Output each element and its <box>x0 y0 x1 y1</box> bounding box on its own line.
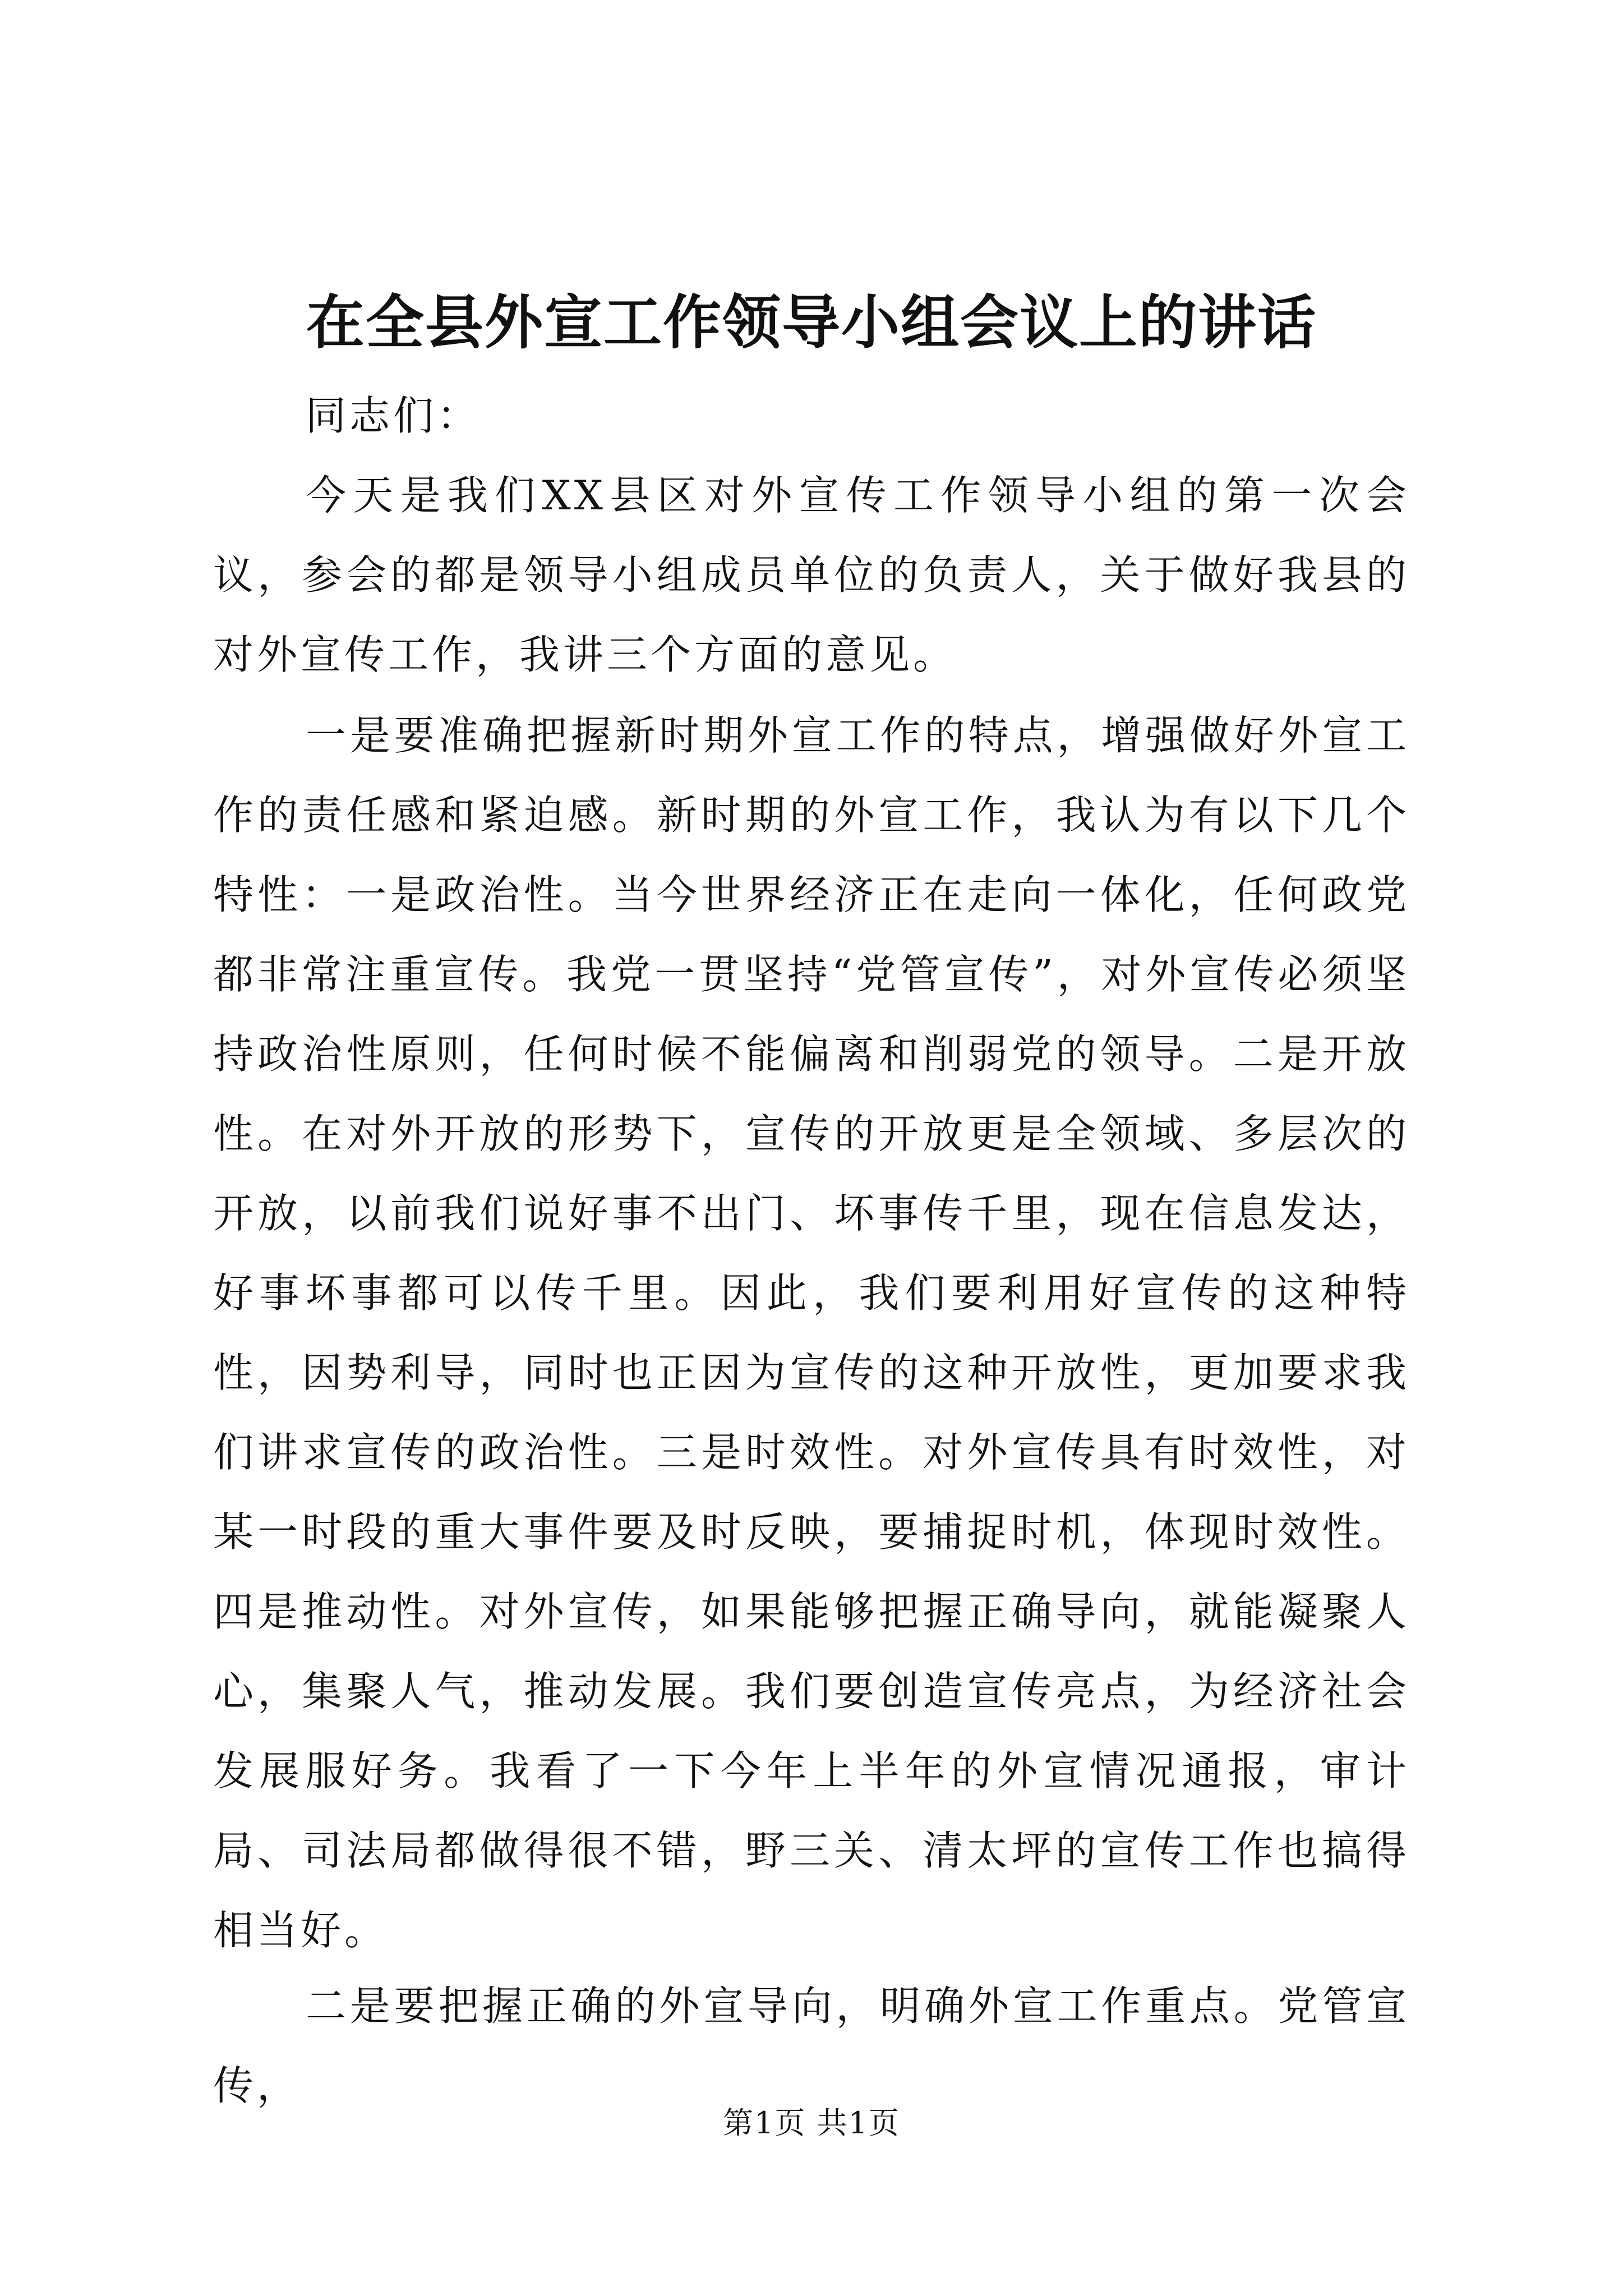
paragraph-3: 二是要把握正确的外宣导向，明确外宣工作重点。党管宣传， <box>213 1982 1410 2109</box>
paragraph-2: 一是要准确把握新时期外宣工作的特点，增强做好外宣工作的责任感和紧迫感。新时期的外宣工作，我认为有以下几个特性：一是政治性。当今世界经济正在走向一体化，任何政党都非常注重宣传。我党一贯坚持“党管宣传”，对外宣传必须坚持政治性原则，任何时候不能偏离和削弱党的领导。二是开放性。在对外开放的形势下，宣传的开放更是全领域、多层次的开放，以前我们说好事不出门、坏事传千里，现在信息发达，好事坏事都可以传千里。因此，我们要利用好宣传的这种特性，因势利导，同时也正因为宣传的这种开放性，更加要求我们讲求宣传的政治性。三是时效性。对外宣传具有时效性，对某一时段的重大事件要及时反映，要捕捉时机，体现时效性。四是推动性。对外宣传，如果能够把握正确导向，就能凝聚人心，集聚人气，推动发展。我们要创造宣传亮点，为经济社会发展服好务。我看了一下今年上半年的外宣情况通报，审计局、司法局都做得很不错，野三关、清太坪的宣传工作也搞得相当好。 <box>213 712 1410 1954</box>
salutation: 同志们： <box>306 392 481 439</box>
document-title: 在全县外宣工作领导小组会议上的讲话 <box>306 288 1317 357</box>
paragraph-1: 今天是我们XX县区对外宣传工作领导小组的第一次会议，参会的都是领导小组成员单位的负责人，关于做好我县的对外宣传工作，我讲三个方面的意见。 <box>213 472 1410 678</box>
page-number-footer: 第1页 共1页 <box>723 2105 900 2141</box>
